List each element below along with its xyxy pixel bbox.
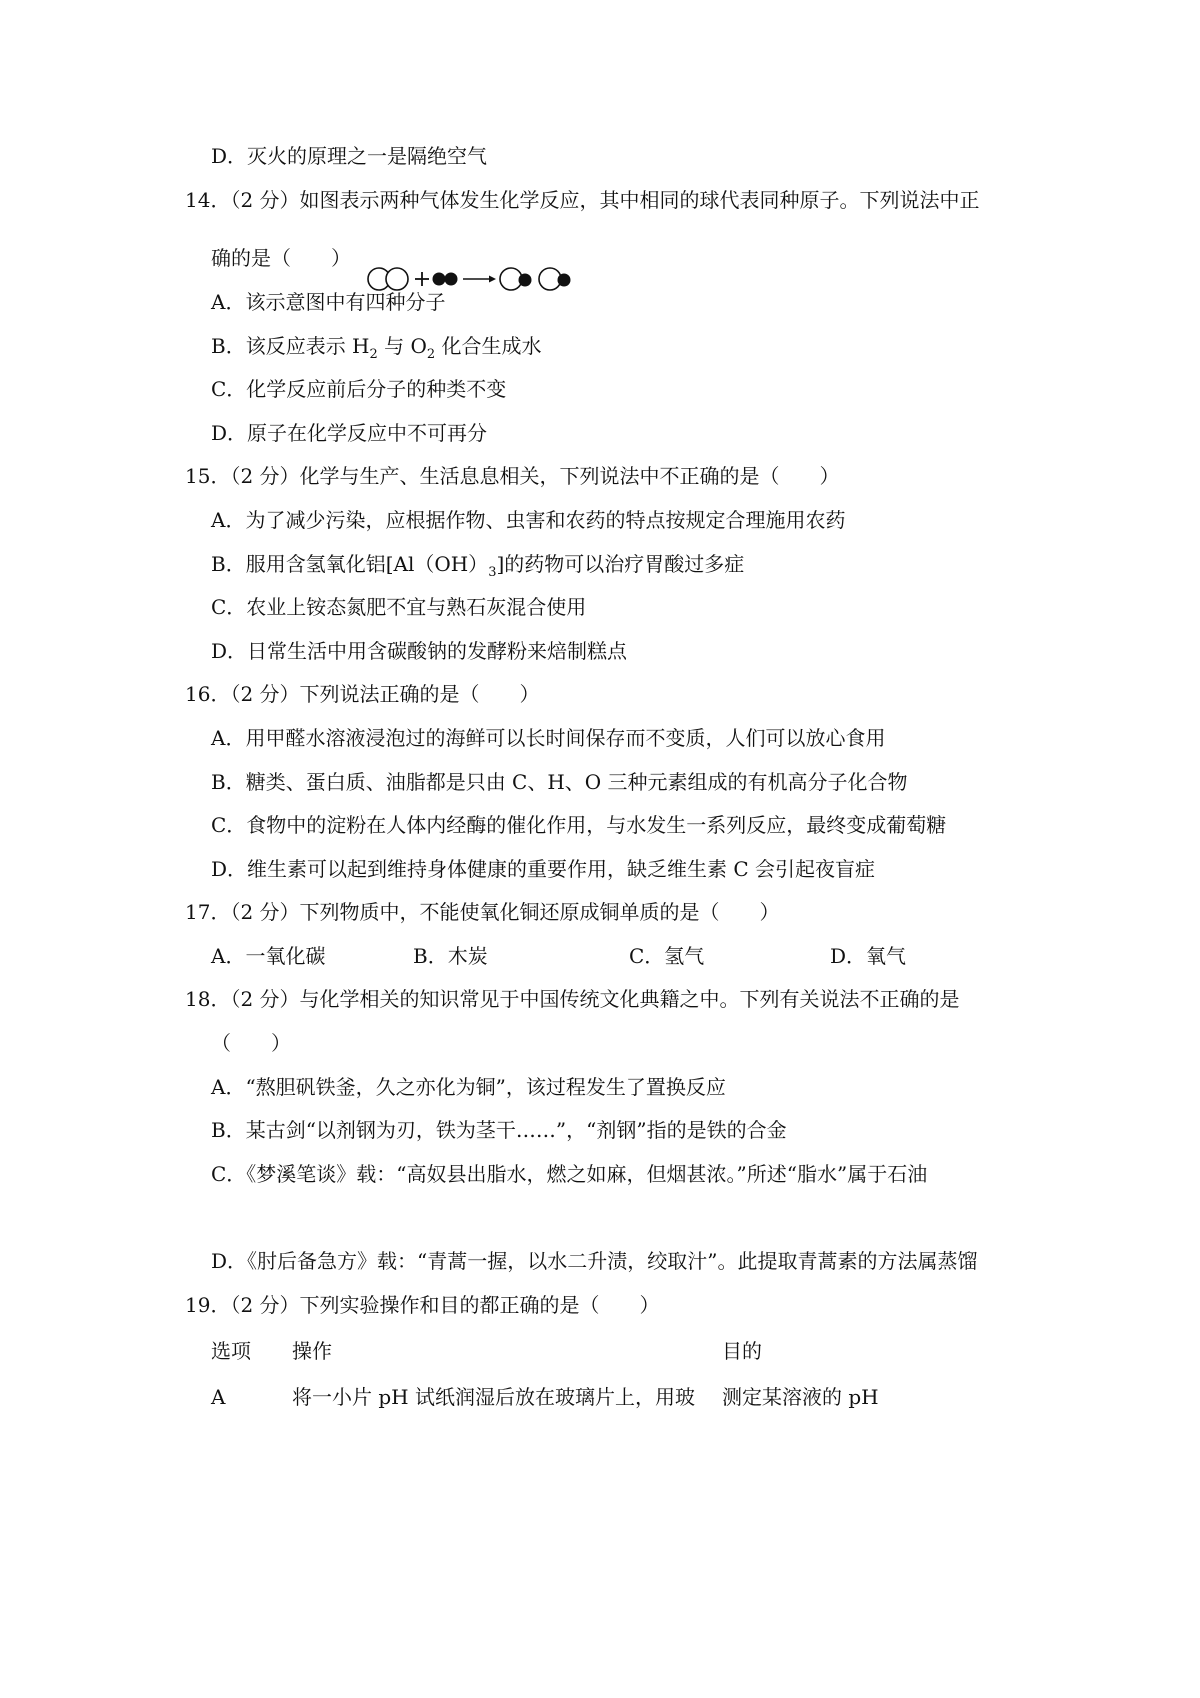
q13-option-d: D．灭火的原理之一是隔绝空气: [211, 144, 488, 168]
q18-option-d: D．《肘后备急方》载：“青蒿一握，以水二升渍，绞取汁”。此提取青蒿素的方法属蒸馏: [211, 1249, 978, 1273]
q14-option-a: A．该示意图中有四种分子: [211, 290, 446, 314]
q18-stem-line1: 18．（2 分）与化学相关的知识常见于中国传统文化典籍之中。下列有关说法不正确的是: [185, 987, 960, 1011]
q15-option-b: B．服用含氢氧化铝$[Al(OH)_3]$的药物可以治疗胃酸过多症: [211, 552, 745, 580]
q14-option-d: D．原子在化学反应中不可再分: [211, 421, 488, 445]
q18-option-b: B．某古剑“以剂钢为刃，铁为茎干……”，“剂钢”指的是铁的合金: [211, 1118, 787, 1142]
q19-stem: 19．（2 分）下列实验操作和目的都正确的是（ ）: [185, 1293, 660, 1317]
q19-header-purpose: 目的: [722, 1339, 762, 1363]
q19-row-a-option: A: [211, 1385, 226, 1409]
q16-option-a: A．用甲醛水溶液浸泡过的海鲜可以长时间保存而不变质，人们可以放心食用: [211, 726, 886, 750]
q17-option-c: C．氢气: [629, 944, 705, 968]
q15-stem: 15．（2 分）化学与生产、生活息息相关，下列说法中不正确的是（ ）: [185, 464, 840, 488]
q19-header-operation: 操作: [292, 1339, 332, 1363]
q17-option-d: D．氧气: [830, 944, 907, 968]
q18-stem-line2: （ ）: [211, 1031, 291, 1055]
q17-option-b: B．木炭: [413, 944, 488, 968]
q14-stem-line2: 确的是（ ）: [211, 246, 351, 270]
q19-header-option: 选项: [211, 1339, 251, 1363]
q19-row-a-operation: 将一小片 pH 试纸润湿后放在玻璃片上，用玻: [292, 1385, 695, 1409]
q15-option-d: D．日常生活中用含碳酸钠的发酵粉来焙制糕点: [211, 639, 628, 663]
q16-option-b: B．糖类、蛋白质、油脂都是只由 C、H、O 三种元素组成的有机高分子化合物: [211, 770, 908, 794]
q17-option-a: A．一氧化碳: [211, 944, 326, 968]
q15-option-c: C．农业上铵态氮肥不宜与熟石灰混合使用: [211, 595, 587, 619]
q16-option-c: C．食物中的淀粉在人体内经酶的催化作用，与水发生一系列反应，最终变成葡萄糖: [211, 813, 947, 837]
q14-option-c: C．化学反应前后分子的种类不变: [211, 377, 507, 401]
q18-option-c: C．《梦溪笔谈》载：“高奴县出脂水，燃之如麻，但烟甚浓。”所述“脂水”属于石油: [211, 1162, 928, 1186]
q16-stem: 16．（2 分）下列说法正确的是（ ）: [185, 682, 540, 706]
q14-stem-line1: 14．（2 分）如图表示两种气体发生化学反应，其中相同的球代表同种原子。下列说法中正: [185, 188, 980, 212]
q14-option-b: B．该反应表示 $H_2$ 与 $O_2$ 化合生成水: [211, 334, 542, 362]
q16-option-d: D．维生素可以起到维持身体健康的重要作用，缺乏维生素 C 会引起夜盲症: [211, 857, 876, 881]
q17-stem: 17．（2 分）下列物质中，不能使氧化铜还原成铜单质的是（ ）: [185, 900, 780, 924]
q15-option-a: A．为了减少污染，应根据作物、虫害和农药的特点按规定合理施用农药: [211, 508, 846, 532]
q18-option-a: A．“熬胆矾铁釜，久之亦化为铜”，该过程发生了置换反应: [211, 1075, 726, 1099]
q19-row-a-purpose: 测定某溶液的 pH: [722, 1385, 879, 1409]
